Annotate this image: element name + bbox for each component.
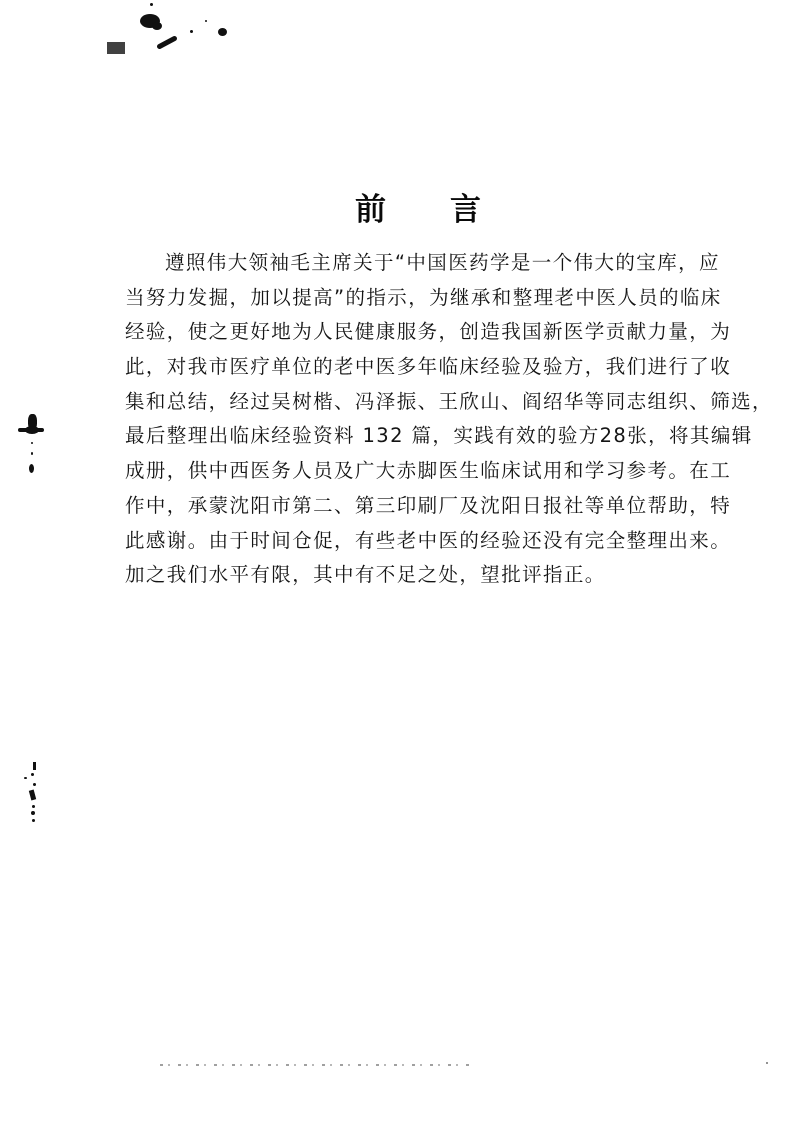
scan-noise-bottom xyxy=(160,1064,470,1066)
title-char-1: 前 xyxy=(355,192,386,228)
preface-paragraph xyxy=(125,246,773,593)
title-char-2: 言 xyxy=(450,192,481,228)
text-line: 此感谢。由于时间仓促，有些老中医的经验还没有完全整理出来。 xyxy=(125,528,732,552)
scan-dot xyxy=(766,1062,768,1064)
text-line: 遵照伟大领袖毛主席关于“中国医药学是一个伟大的宝库，应 xyxy=(165,251,720,274)
text-line: 作中，承蒙沈阳市第二、第三印刷厂及沈阳日报社等单位帮助，特 xyxy=(125,493,732,517)
page-title xyxy=(355,190,485,230)
text-line: 当努力发掘，加以提高”的指示，为继承和整理老中医人员的临床 xyxy=(125,285,722,309)
text-line: 此，对我市医疗单位的老中医多年临床经验及验方，我们进行了收 xyxy=(125,355,732,379)
text-line: 成册，供中西医务人员及广大赤脚医生临床试用和学习参考。在工 xyxy=(125,459,732,483)
text-line: 最后整理出临床经验资料 132 篇，实践有效的验方28张，将其编辑 xyxy=(125,424,753,448)
text-line: 加之我们水平有限，其中有不足之处，望批评指正。 xyxy=(125,563,606,587)
text-line: 经验，使之更好地为人民健康服务，创造我国新医学贡献力量，为 xyxy=(125,320,732,344)
text-line: 集和总结，经过吴树楷、冯泽振、王欣山、阎绍华等同志组织、筛选， xyxy=(125,389,773,413)
